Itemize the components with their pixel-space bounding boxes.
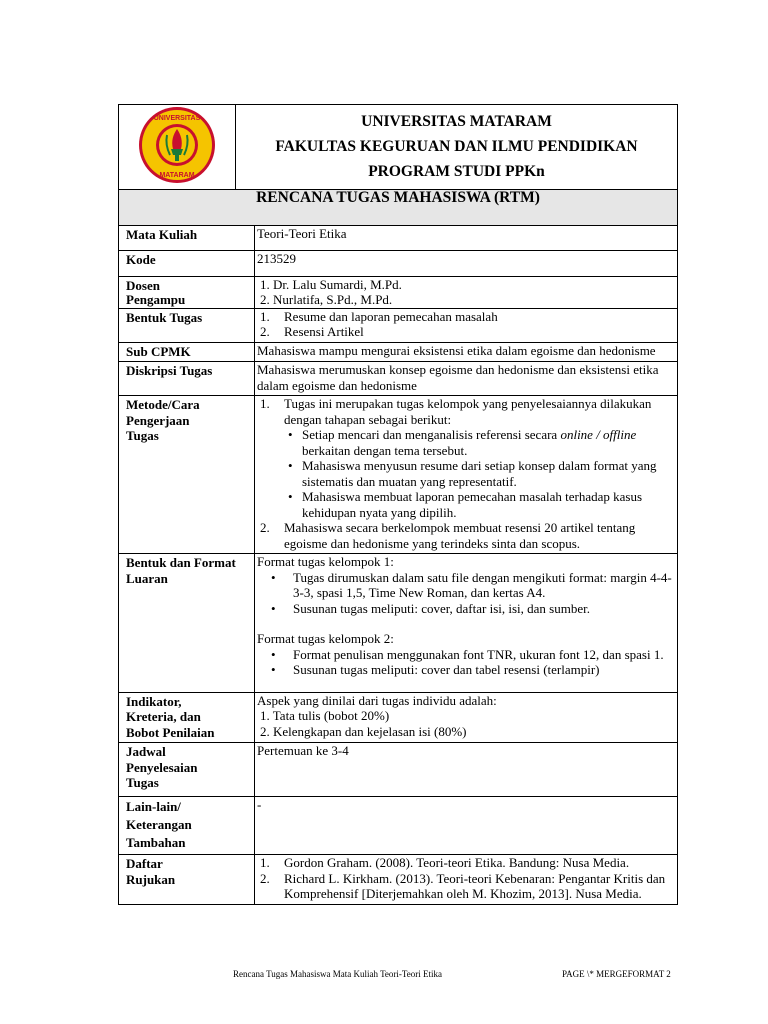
- label-jadwal-line2: Penyelesaian: [126, 759, 198, 775]
- document-title: RENCANA TUGAS MAHASISWA (RTM): [119, 189, 678, 225]
- label-format: [119, 554, 255, 693]
- row-format: [119, 554, 678, 693]
- list-item: 1. Tugas ini merupakan tugas kelompok yang penyelesaiannya dilakukan dengan tahapan sebagai berikut: • Setiap mencari dan menganalisis referensi secara online / offline berkaitan dengan tema tersebut. • Mahasiswa menyusun resume dari setiap konsep dalam format yang sistematis dan muatan yang representatif. • Mahasiswa membuat laporan pemecahan masalah terhadap kasus kehidupan nyata yang dipilih.: [257, 396, 675, 520]
- row-bentuk-tugas: [119, 308, 678, 342]
- list-item: 2. Richard L. Kirkham. (2013). Teori-teori Kebenaran: Pengantar Kritis dan Komprehensif [Diterjemahkan oleh M. Khozim, 2013]. Nusa Media.: [260, 870, 666, 901]
- value-bentuk-tugas: [255, 308, 678, 342]
- format-group1-title: Format tugas kelompok 1:: [257, 554, 394, 569]
- label-indikator-line3: Bobot Penilaian: [126, 724, 215, 740]
- list-item: 1. Gordon Graham. (2008). Teori-teori Etika. Bandung: Nusa Media.: [260, 855, 630, 870]
- logo-text-bottom: MATARAM: [159, 172, 195, 179]
- label-format-line2: Luaran: [126, 570, 168, 586]
- value-indikator: [255, 692, 678, 743]
- university-name: UNIVERSITAS MATARAM: [361, 113, 552, 131]
- header-text-cell: [236, 105, 678, 189]
- label-jadwal-line1: Jadwal: [126, 744, 166, 759]
- label-bentuk-tugas: Bentuk Tugas: [119, 308, 255, 342]
- label-indikator-line1: Indikator,: [126, 693, 182, 709]
- bullet-item: • Format penulisan menggunakan font TNR, ukuran font 12, dan spasi 1.: [271, 646, 664, 662]
- label-lain-line1: Lain-lain/: [126, 799, 181, 814]
- row-jadwal: [119, 743, 678, 797]
- row-sub-cpmk: [119, 342, 678, 362]
- faculty-name: FAKULTAS KEGURUAN DAN ILMU PENDIDIKAN: [275, 138, 638, 156]
- label-indikator: [119, 692, 255, 743]
- row-metode: [119, 396, 678, 554]
- row-rujukan: [119, 855, 678, 905]
- label-sub-cpmk: Sub CPMK: [119, 342, 255, 362]
- row-mata-kuliah: [119, 225, 678, 250]
- value-kode: 213529: [255, 250, 678, 276]
- rtm-document: [118, 104, 677, 905]
- label-lain-line2: Keterangan: [126, 817, 192, 832]
- label-format-line1: Bentuk dan Format: [126, 555, 236, 570]
- label-lain: [119, 797, 255, 855]
- indikator-intro: Aspek yang dinilai dari tugas individu adalah:: [257, 692, 497, 708]
- value-sub-cpmk: Mahasiswa mampu mengurai eksistensi etika dalam egoisme dan hedonisme: [255, 342, 678, 362]
- bullet-item: • Tugas dirumuskan dalam satu file dengan mengikuti format: margin 4-4-3-3, spasi 1,5, Time New Roman, dan kertas A4.: [271, 569, 672, 600]
- list-item: 1. Resume dan laporan pemecahan masalah: [260, 308, 498, 324]
- value-mata-kuliah: Teori-Teori Etika: [255, 225, 678, 250]
- row-dosen: [119, 276, 678, 308]
- list-item: 2. Kelengkapan dan kejelasan isi (80%): [260, 723, 467, 739]
- list-item: 2. Mahasiswa secara berkelompok membuat resensi 20 artikel tentang egoisme dan hedonisme yang terindeks sinta dan scopus.: [260, 520, 636, 551]
- rtm-table: [118, 104, 678, 905]
- value-dosen: [255, 276, 678, 308]
- label-rujukan: [119, 855, 255, 905]
- row-lain: [119, 797, 678, 855]
- header-row: [119, 105, 678, 190]
- label-rujukan-line2: Rujukan: [126, 871, 176, 887]
- format-group2-title: Format tugas kelompok 2:: [257, 631, 394, 646]
- value-format: [255, 554, 678, 693]
- list-item: 2. Nurlatifa, S.Pd., M.Pd.: [260, 292, 393, 307]
- label-metode: [119, 396, 255, 554]
- label-jadwal: [119, 743, 255, 797]
- label-lain-line3: Tambahan: [126, 835, 186, 850]
- value-rujukan: [255, 855, 678, 905]
- label-dosen-line1: Dosen: [126, 277, 160, 293]
- bullet-item: • Susunan tugas meliputi: cover, daftar isi, isi, dan sumber.: [271, 600, 590, 616]
- bullet-item: • Setiap mencari dan menganalisis referensi secara online / offline berkaitan dengan tema tersebut.: [288, 427, 637, 458]
- list-item: 2. Resensi Artikel: [260, 324, 364, 339]
- list-item: 1. Dr. Lalu Sumardi, M.Pd.: [260, 276, 402, 292]
- bullet-item: • Mahasiswa menyusun resume dari setiap konsep dalam format yang sistematis dan muatan yang representatif.: [288, 458, 657, 489]
- title-row: [119, 189, 678, 225]
- label-kode: Kode: [119, 250, 255, 276]
- program-name: PROGRAM STUDI PPKn: [368, 163, 545, 181]
- label-jadwal-line3: Tugas: [126, 775, 159, 790]
- footer-left-text: Rencana Tugas Mahasiswa Mata Kuliah Teori-Teori Etika: [233, 969, 443, 979]
- university-logo-icon: [137, 105, 217, 185]
- bullet-item: • Mahasiswa membuat laporan pemecahan masalah terhadap kasus kehidupan nyata yang dipilih.: [288, 489, 643, 520]
- logo-text-top: UNIVERSITAS: [153, 115, 201, 122]
- row-diskripsi: [119, 362, 678, 396]
- label-dosen-line2: Pengampu: [126, 292, 186, 307]
- value-jadwal: Pertemuan ke 3-4: [255, 743, 678, 797]
- logo-cell: [119, 105, 236, 189]
- value-diskripsi: Mahasiswa merumuskan konsep egoisme dan hedonisme dan eksistensi etika dalam egoisme dan hedonisme: [255, 362, 678, 396]
- label-metode-line3: Tugas: [126, 428, 159, 443]
- value-lain: -: [255, 797, 678, 855]
- row-kode: [119, 250, 678, 276]
- label-metode-line1: Metode/Cara: [126, 397, 200, 412]
- label-mata-kuliah: Mata Kuliah: [119, 225, 255, 250]
- label-rujukan-line1: Daftar: [126, 856, 163, 871]
- label-dosen: [119, 276, 255, 308]
- list-item: 1. Tata tulis (bobot 20%): [260, 708, 390, 723]
- footer-page-field: PAGE \* MERGEFORMAT 2: [562, 969, 671, 979]
- value-metode: [255, 396, 678, 554]
- label-diskripsi: Diskripsi Tugas: [119, 362, 255, 396]
- bullet-item: • Susunan tugas meliputi: cover dan tabel resensi (terlampir): [271, 662, 600, 677]
- row-indikator: [119, 692, 678, 743]
- label-indikator-line2: Kreteria, dan: [126, 709, 201, 724]
- label-metode-line2: Pengerjaan: [126, 412, 190, 428]
